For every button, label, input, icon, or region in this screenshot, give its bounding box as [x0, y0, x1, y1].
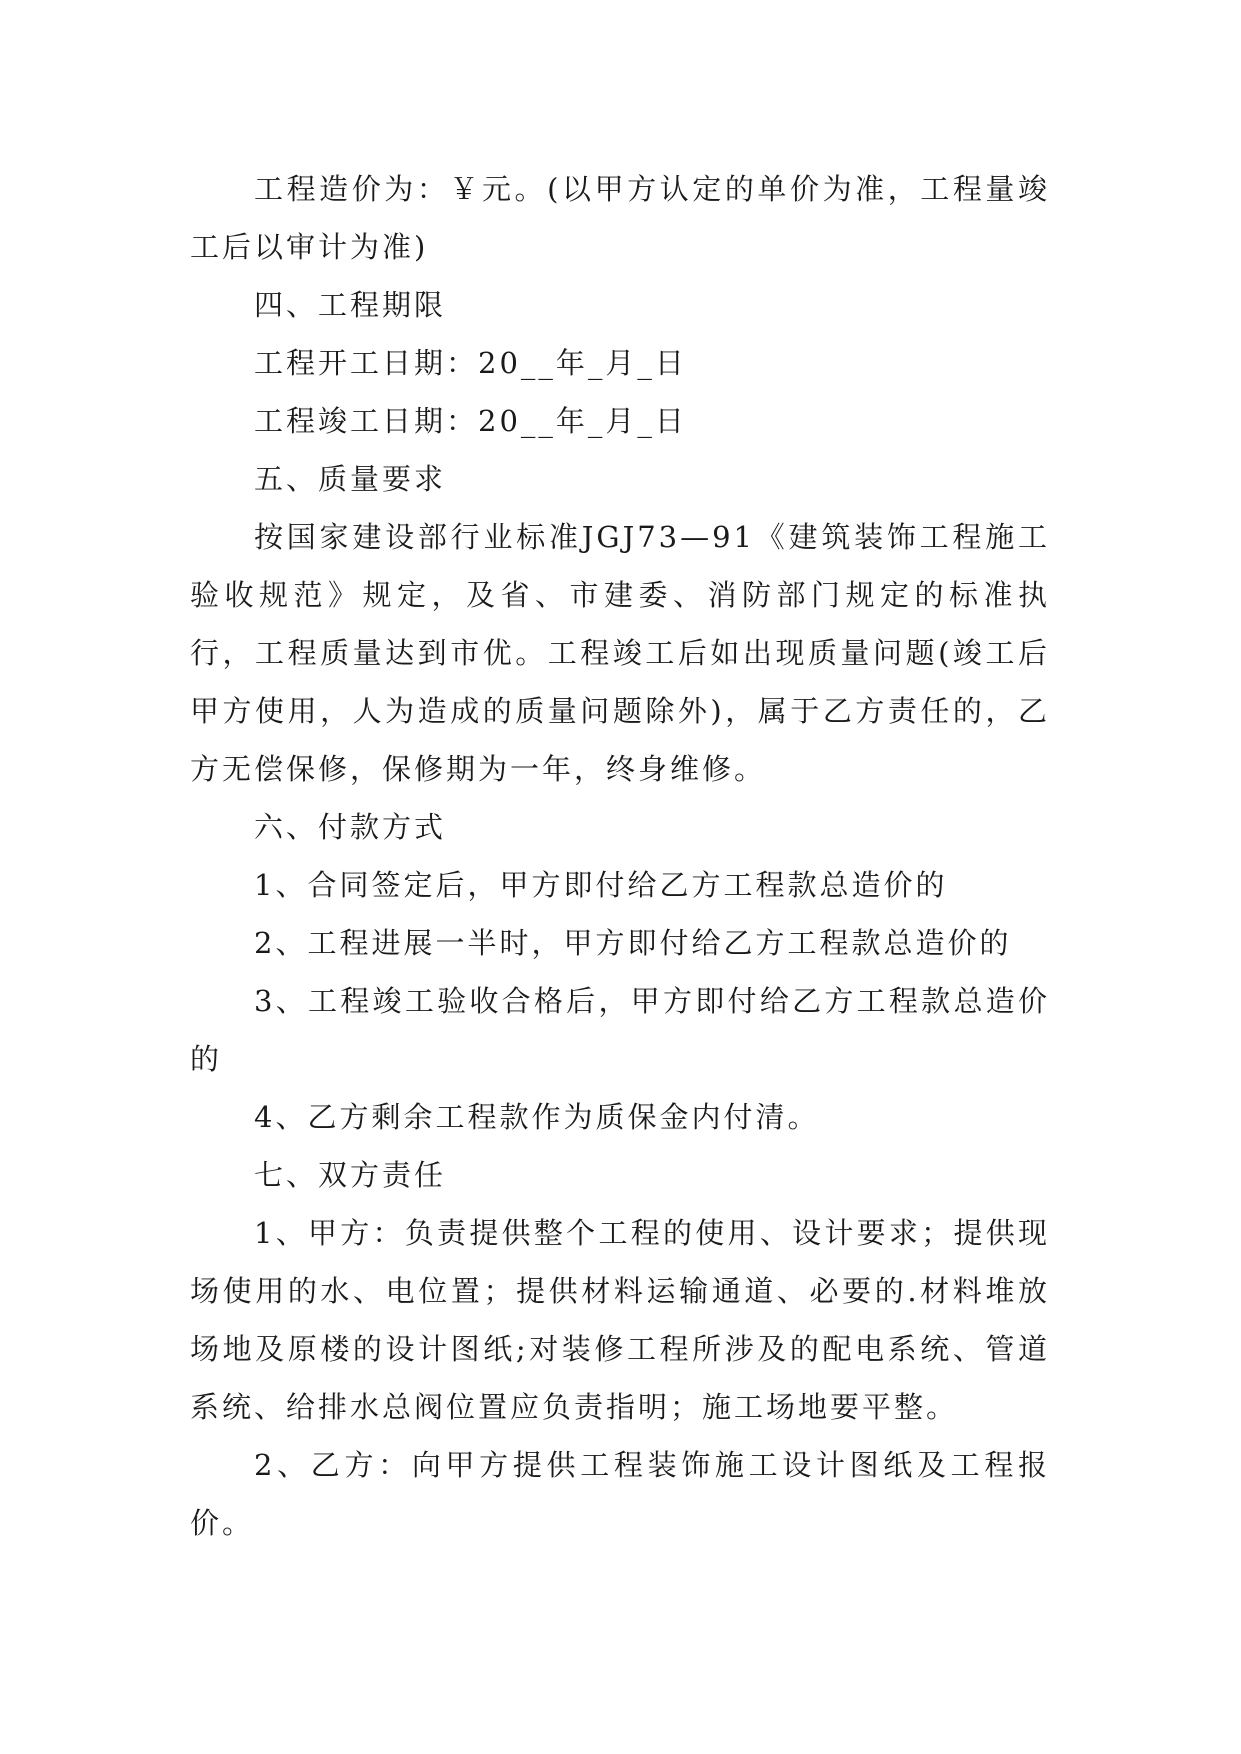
paragraph-quality-standard: 按国家建设部行业标准JGJ73—91《建筑装饰工程施工验收规范》规定，及省、市建委、消防部门规定的标准执行，工程质量达到市优。工程竣工后如出现质量问题(竣工后甲方使用，人为造成的质量问题除外)，属于乙方责任的，乙方无偿保修，保修期为一年，终身维修。	[190, 520, 1050, 786]
paragraph-payment-2: 2、工程进展一半时，甲方即付给乙方工程款总造价的	[254, 926, 1012, 960]
paragraph-payment-3: 3、工程竣工验收合格后，甲方即付给乙方工程款总造价的	[190, 984, 1050, 1076]
paragraph-party-a-duties: 1、甲方：负责提供整个工程的使用、设计要求；提供现场使用的水、电位置；提供材料运输通道、必要的.材料堆放场地及原楼的设计图纸;对装修工程所涉及的配电系统、管道系统、给排水总阀位置应负责指明；施工场地要平整。	[190, 1216, 1050, 1424]
paragraph-start-date: 工程开工日期：20__年_月_日	[254, 346, 687, 380]
heading-payment-method: 六、付款方式	[254, 810, 447, 844]
heading-quality-requirements: 五、质量要求	[254, 462, 447, 496]
paragraph-party-b-duties: 2、乙方：向甲方提供工程装饰施工设计图纸及工程报价。	[190, 1448, 1050, 1540]
heading-responsibilities: 七、双方责任	[254, 1158, 447, 1192]
document-body	[190, 160, 1050, 1552]
paragraph-payment-1: 1、合同签定后，甲方即付给乙方工程款总造价的	[254, 868, 948, 902]
paragraph-cost: 工程造价为：￥元。(以甲方认定的单价为准，工程量竣工后以审计为准)	[190, 172, 1050, 264]
paragraph-payment-4: 4、乙方剩余工程款作为质保金内付清。	[254, 1100, 820, 1134]
paragraph-completion-date: 工程竣工日期：20__年_月_日	[254, 404, 687, 438]
heading-project-period: 四、工程期限	[254, 288, 447, 322]
